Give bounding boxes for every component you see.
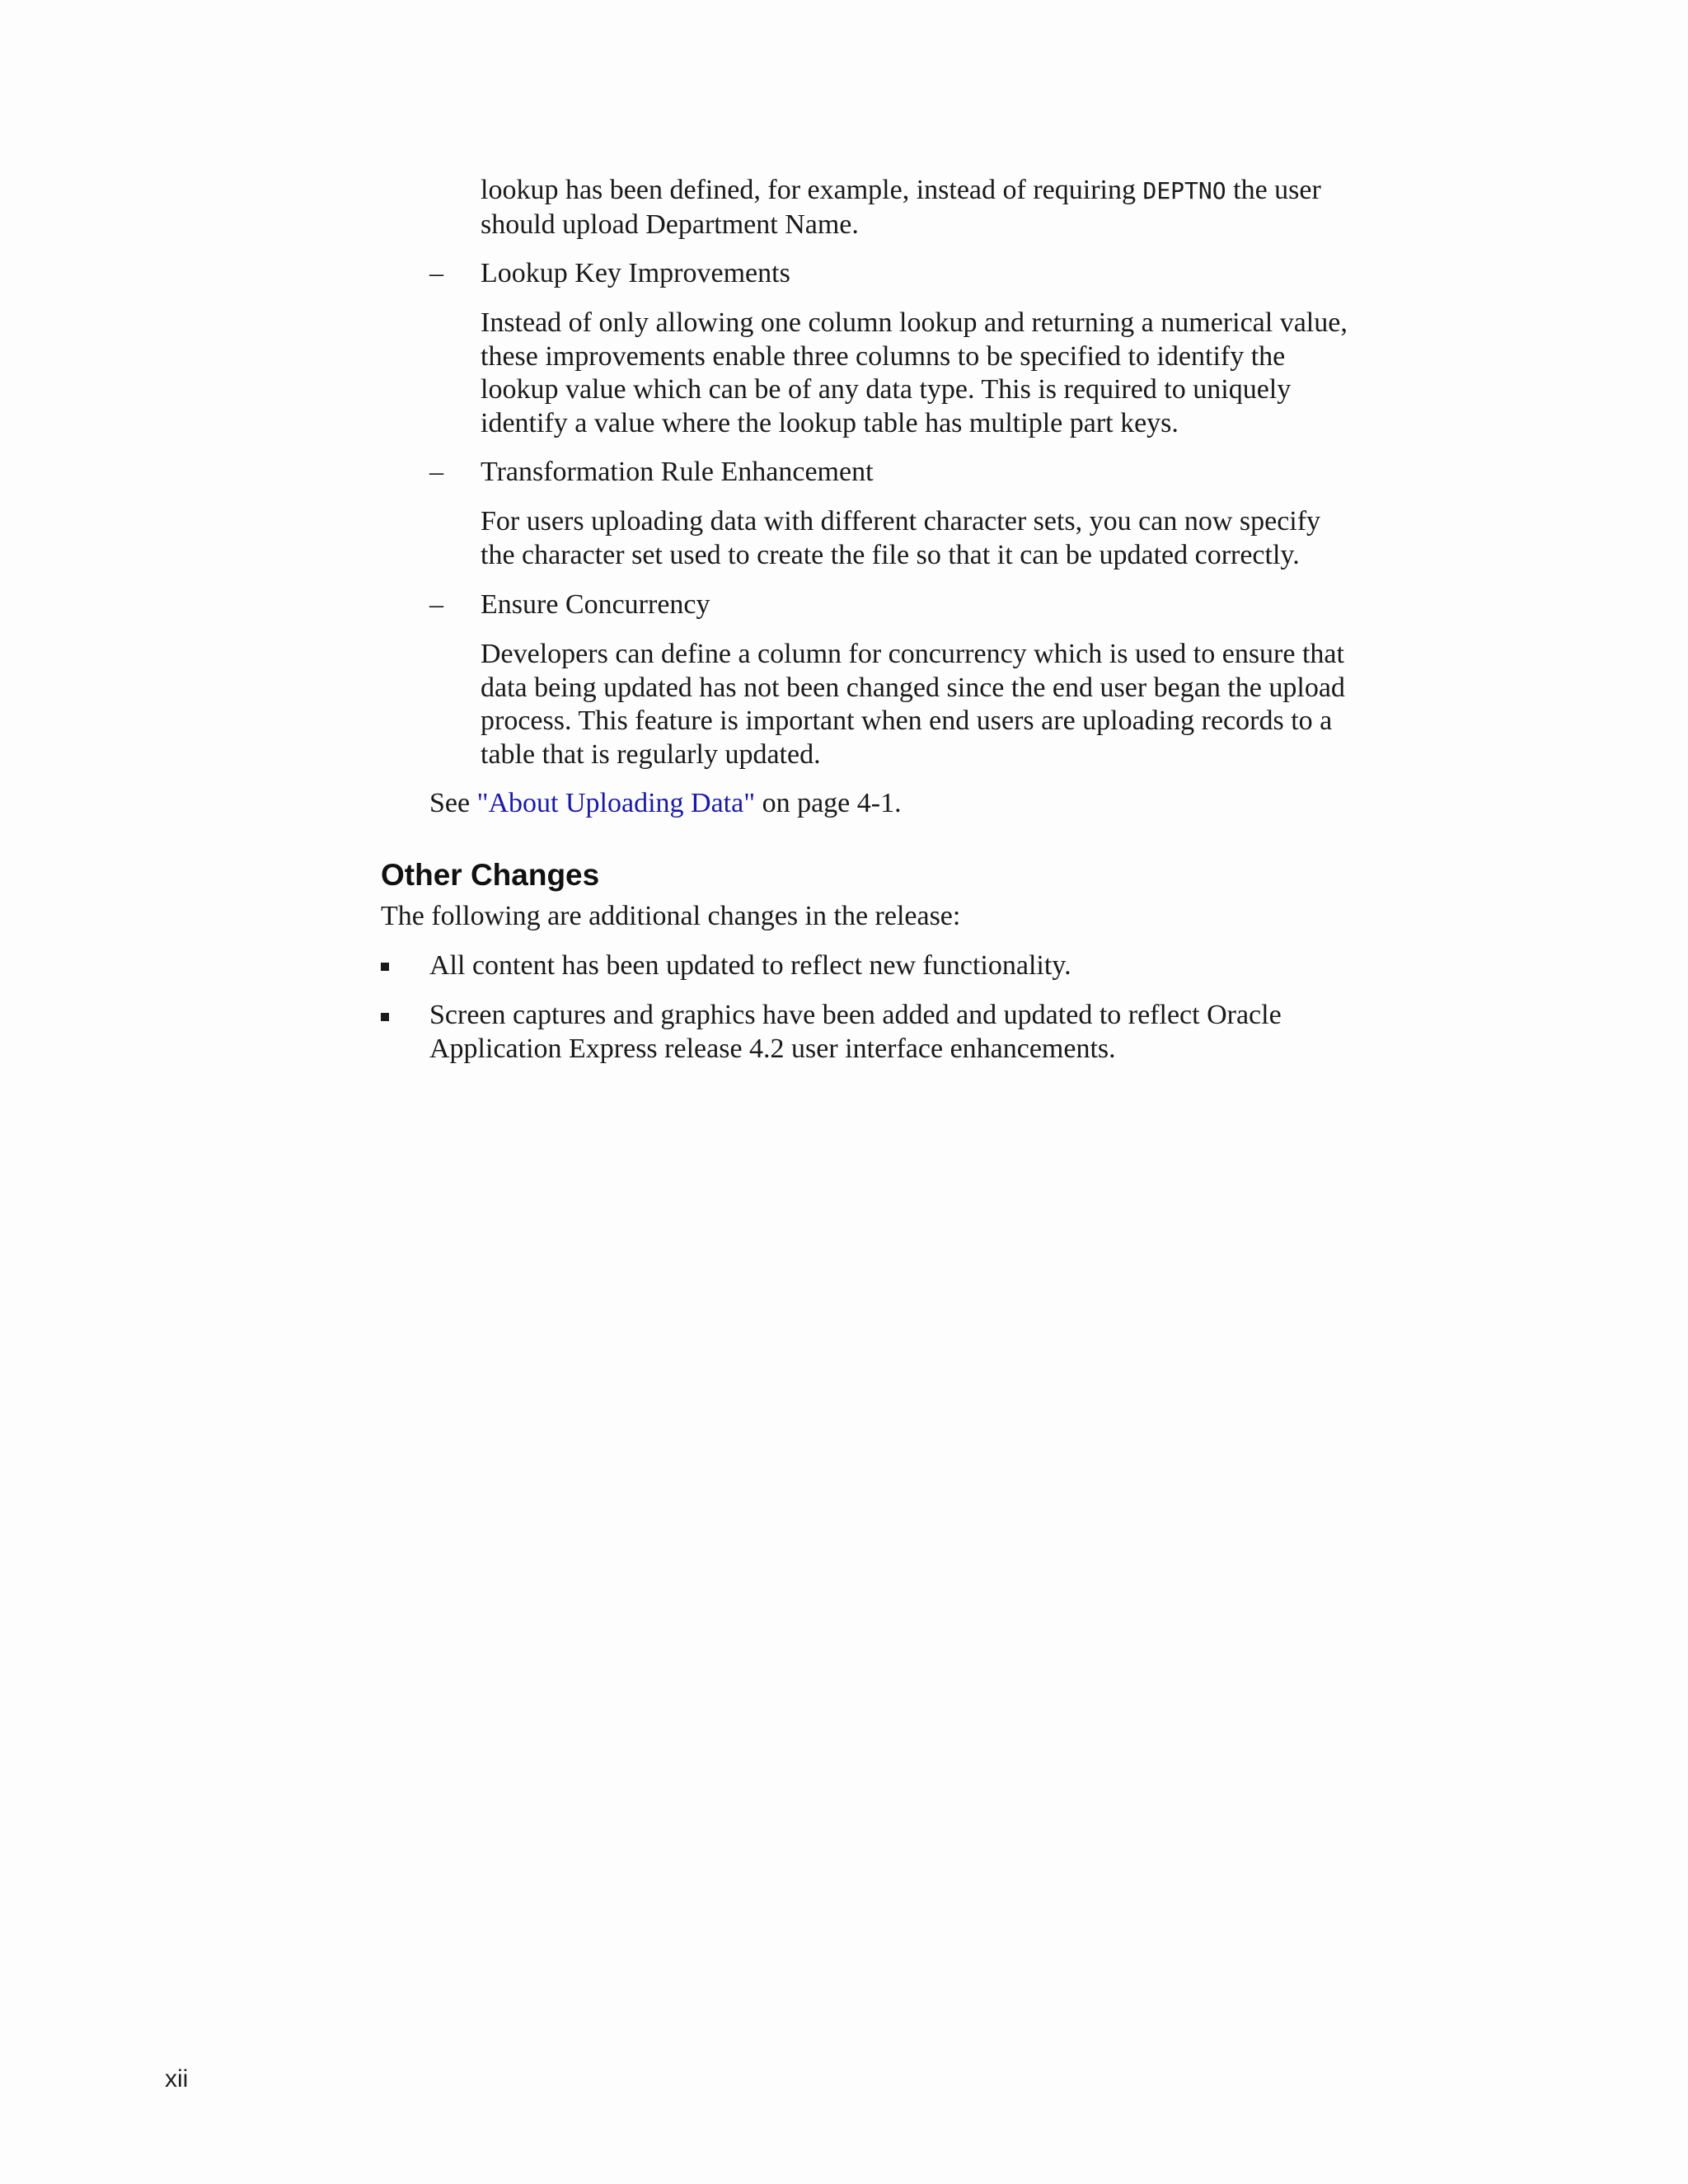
page-number: xii: [165, 2065, 189, 2093]
text-line: identify a value where the lookup table has multiple part keys.: [481, 407, 1179, 438]
section-heading: Other Changes: [381, 858, 600, 892]
item-description-lookup-key: [481, 307, 1348, 440]
item-description-ensure-concurrency: [481, 638, 1345, 771]
text-line: Application Express release 4.2 user interface enhancements.: [429, 1033, 1116, 1064]
dash-marker: –: [429, 457, 443, 487]
text-line: For users uploading data with different character sets, you can now specify: [481, 506, 1321, 537]
intro-text-cont: the user: [1226, 175, 1321, 205]
dash-marker: –: [429, 589, 443, 620]
text-line: the character set used to create the file so that it can be updated correctly.: [481, 539, 1300, 570]
code-deptno: DEPTNO: [1142, 177, 1226, 204]
see-also: [429, 787, 902, 821]
see-also-prefix: See: [429, 788, 477, 818]
text-line: All content has been updated to reflect new functionality.: [429, 950, 1071, 981]
item-description-transformation-rule: [481, 505, 1320, 572]
about-uploading-data-link[interactable]: "About Uploading Data": [476, 788, 756, 818]
bullet-square-icon: [381, 963, 389, 971]
text-line: process. This feature is important when end users are uploading records to a: [481, 705, 1333, 736]
text-line: data being updated has not been changed since the end user began the upload: [481, 672, 1345, 703]
intro-paragraph: [481, 174, 1321, 241]
intro-text: lookup has been defined, for example, instead of requiring: [481, 175, 1143, 205]
item-title-lookup-key: Lookup Key Improvements: [481, 258, 790, 288]
text-line: Developers can define a column for concurrency which is used to ensure that: [481, 639, 1344, 669]
intro-text-line2: should upload Department Name.: [481, 209, 859, 240]
text-line: table that is regularly updated.: [481, 738, 821, 770]
bullet-square-icon: [381, 1013, 389, 1021]
see-also-suffix: on page 4-1.: [755, 788, 902, 818]
item-title-transformation-rule: Transformation Rule Enhancement: [481, 457, 874, 487]
item-title-ensure-concurrency: Ensure Concurrency: [481, 589, 710, 620]
section-intro: The following are additional changes in the release:: [381, 901, 961, 931]
text-line: lookup value which can be of any data type. This is required to uniquely: [481, 374, 1292, 405]
text-line: Instead of only allowing one column lookup and returning a numerical value,: [481, 307, 1348, 338]
dash-marker: –: [429, 258, 443, 288]
bullet-item: [429, 999, 1282, 1066]
text-line: these improvements enable three columns to be specified to identify the: [481, 340, 1286, 372]
text-line: Screen captures and graphics have been added and updated to reflect Oracle: [429, 1000, 1282, 1030]
bullet-item: [429, 949, 1071, 983]
